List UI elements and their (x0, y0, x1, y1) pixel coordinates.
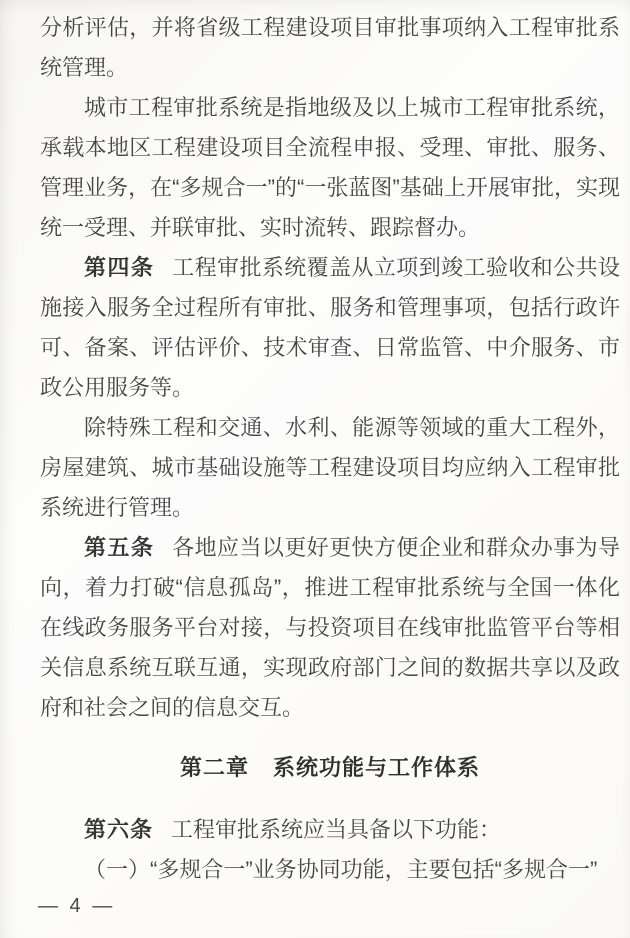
paragraph-text: 工程审批系统覆盖从立项到竣工验收和公共设施接入服务全过程所有审批、服务和管理事项，包括行政许可、备案、评估评价、技术审查、日常监管、中介服务、市政公用服务等。 (40, 255, 620, 400)
body-paragraph (40, 248, 620, 408)
article-number: 第五条 (84, 535, 155, 560)
body-paragraph (40, 8, 620, 88)
paragraph-text: 分析评估，并将省级工程建设项目审批事项纳入工程审批系统管理。 (40, 15, 620, 80)
paragraph-text: 城市工程审批系统是指地级及以上城市工程审批系统，承载本地区工程建设项目全流程申报、受理、审批、服务、管理业务，在“多规合一”的“一张蓝图”基础上开展审批，实现统一受理、并联审批、实时流转、跟踪督办。 (40, 95, 620, 240)
body-paragraph (40, 408, 620, 528)
chapter-number: 第二章 (179, 755, 249, 780)
article-number: 第六条 (84, 817, 154, 842)
paragraph-text: 除特殊工程和交通、水利、能源等领域的重大工程外，房屋建筑、城市基础设施等工程建设项目均应纳入工程审批系统进行管理。 (40, 415, 620, 520)
chapter-heading (40, 748, 620, 788)
paragraph-text: （一）“多规合一”业务协同功能，主要包括“多规合一” (84, 857, 598, 882)
page-number: — 4 — (38, 895, 116, 917)
paragraph-text: 各地应当以更好更快方便企业和群众办事为导向，着力打破“信息孤岛”，推进工程审批系统与全国一体化在线政务服务平台对接，与投资项目在线审批监管平台等相关信息系统互联互通，实现政府部门之间的数据共享以及政府和社会之间的信息交互。 (40, 535, 620, 720)
body-paragraph (40, 88, 620, 248)
article-number: 第四条 (84, 255, 155, 280)
body-paragraph (40, 528, 620, 728)
chapter-title: 系统功能与工作体系 (273, 755, 481, 780)
body-paragraph (40, 810, 620, 850)
paragraph-text: 工程审批系统应当具备以下功能： (171, 817, 502, 842)
body-paragraph (40, 850, 620, 890)
